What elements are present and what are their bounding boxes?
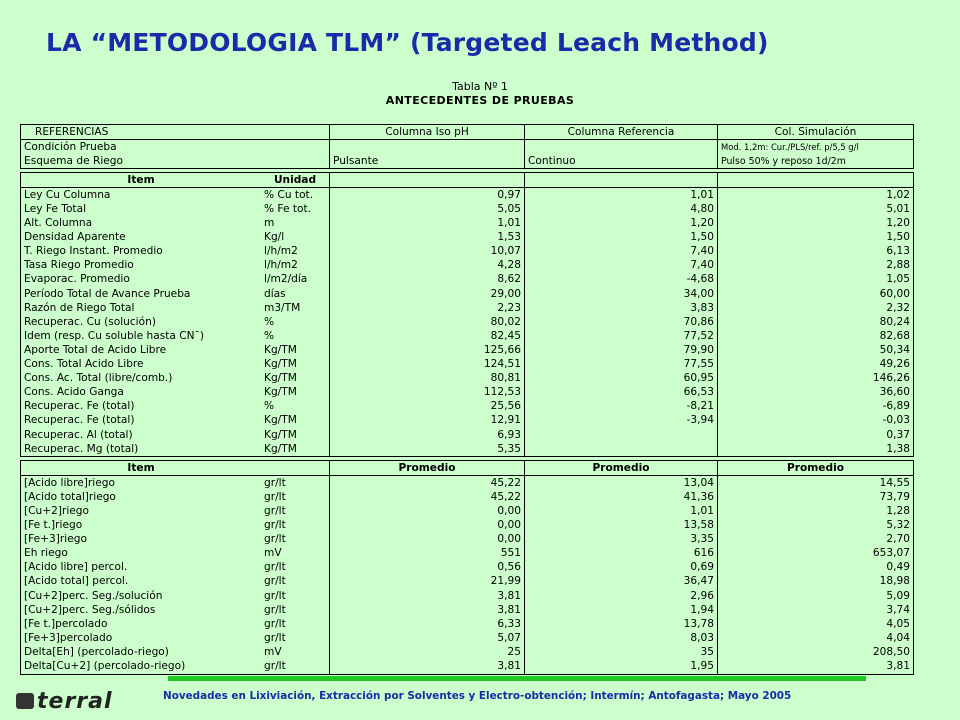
row-value-iso-ph: 80,02	[329, 315, 524, 329]
references-label: REFERENCIAS	[20, 124, 329, 140]
footer-text: Novedades en Lixiviación, Extracción por Solventes y Electro-obtención; Intermín; Antofagasta; Mayo 2005	[163, 690, 792, 702]
esquema-col5: Pulso 50% y reposo 1d/2m	[717, 154, 914, 169]
row-unit: %	[264, 329, 275, 342]
row-value-iso-ph: 0,00	[329, 533, 524, 547]
footer-rule	[168, 676, 866, 681]
row-item: Cons. Acido Ganga	[20, 386, 261, 400]
row-item: [Acido total] percol.	[20, 575, 261, 589]
row-value-simulacion: 3,74	[717, 603, 914, 617]
row-unit: mV	[264, 547, 282, 560]
row-value-simulacion: 1,05	[717, 273, 914, 287]
section1-header-row	[20, 172, 914, 188]
row-value-iso-ph: 3,81	[329, 603, 524, 617]
row-item: [Acido total]riego	[20, 490, 261, 504]
row-value-simulacion: 0,37	[717, 428, 914, 442]
col-referencia-header: Columna Referencia	[524, 124, 717, 140]
row-value-iso-ph: 125,66	[329, 343, 524, 357]
row-value-simulacion: 1,38	[717, 442, 914, 457]
section1-row	[20, 301, 914, 315]
row-value-iso-ph: 5,35	[329, 442, 524, 457]
row-value-iso-ph: 12,91	[329, 414, 524, 428]
section1-row	[20, 414, 914, 428]
row-unit: gr/lt	[264, 603, 286, 616]
row-value-simulacion: 2,88	[717, 259, 914, 273]
section2-col3-header: Promedio	[329, 460, 524, 476]
row-unit: Kg/TM	[264, 343, 297, 356]
section1-row	[20, 343, 914, 357]
row-value-simulacion: 5,01	[717, 202, 914, 216]
section2-row	[20, 490, 914, 504]
condicion-row	[20, 140, 914, 154]
section2-row	[20, 645, 914, 659]
row-value-iso-ph: 29,00	[329, 287, 524, 301]
section1-row	[20, 259, 914, 273]
section2-row	[20, 519, 914, 533]
row-item: Ley Fe Total	[20, 202, 261, 216]
row-unit: Kg/TM	[261, 442, 329, 457]
condicion-col3	[329, 140, 524, 154]
row-unit: gr/lt	[264, 575, 286, 588]
row-value-iso-ph: 45,22	[329, 476, 524, 490]
condicion-col4	[524, 140, 717, 154]
row-value-iso-ph: 0,97	[329, 188, 524, 202]
row-unit: mV	[264, 645, 282, 658]
row-value-referencia: -8,21	[524, 400, 717, 414]
esquema-col4: Continuo	[524, 154, 717, 169]
row-unit: gr/lt	[264, 561, 286, 574]
row-value-referencia: 35	[524, 645, 717, 659]
col-simulacion-header: Col. Simulación	[717, 124, 914, 140]
section2-row	[20, 476, 914, 490]
row-value-referencia: 60,95	[524, 372, 717, 386]
row-item: Delta[Cu+2] (percolado-riego)	[20, 659, 261, 674]
row-value-iso-ph: 2,23	[329, 301, 524, 315]
row-unit: gr/lt	[264, 476, 286, 489]
row-item: Recuperac. Al (total)	[20, 428, 261, 442]
row-value-simulacion: 4,05	[717, 617, 914, 631]
condicion-label: Condición Prueba	[20, 140, 329, 154]
row-item: Recuperac. Cu (solución)	[20, 315, 261, 329]
row-item: Delta[Eh] (percolado-riego)	[20, 645, 261, 659]
row-value-referencia: 1,50	[524, 231, 717, 245]
section1-row	[20, 287, 914, 301]
logo-text: terral	[37, 689, 113, 714]
row-value-referencia	[524, 428, 717, 442]
section2-head	[20, 457, 914, 476]
row-item: Recuperac. Mg (total)	[20, 442, 261, 457]
row-item: [Cu+2]perc. Seg./sólidos	[20, 603, 261, 617]
col-iso-ph-header: Columna Iso pH	[329, 124, 524, 140]
row-item: [Fe t.]riego	[20, 519, 261, 533]
esquema-col3: Pulsante	[329, 154, 524, 169]
section1-row	[20, 400, 914, 414]
row-value-iso-ph: 3,81	[329, 589, 524, 603]
section2-row	[20, 533, 914, 547]
references-block	[20, 124, 914, 188]
row-value-simulacion: 0,49	[717, 561, 914, 575]
row-unit: gr/lt	[264, 533, 286, 546]
row-value-referencia: -4,68	[524, 273, 717, 287]
row-value-referencia: 41,36	[524, 490, 717, 504]
row-value-simulacion: 18,98	[717, 575, 914, 589]
row-value-iso-ph: 5,07	[329, 631, 524, 645]
row-unit: Kg/l	[264, 231, 285, 244]
row-value-simulacion: 3,81	[717, 659, 914, 674]
section1-col5-header	[717, 172, 914, 188]
section2-item-header: Item	[20, 460, 261, 476]
row-value-referencia: 4,80	[524, 202, 717, 216]
row-value-iso-ph: 5,05	[329, 202, 524, 216]
section1-row	[20, 315, 914, 329]
row-unit: %	[264, 400, 275, 413]
row-value-iso-ph: 4,28	[329, 259, 524, 273]
row-value-referencia: 70,86	[524, 315, 717, 329]
row-value-iso-ph: 0,00	[329, 504, 524, 518]
row-value-simulacion: 146,26	[717, 372, 914, 386]
row-value-simulacion: 208,50	[717, 645, 914, 659]
section2-row	[20, 504, 914, 518]
row-value-simulacion: 14,55	[717, 476, 914, 490]
row-unit: Kg/TM	[264, 358, 297, 371]
row-item: Alt. Columna	[20, 217, 261, 231]
section2-unidad-header	[261, 460, 329, 476]
row-value-iso-ph: 6,93	[329, 428, 524, 442]
row-value-referencia: -3,94	[524, 414, 717, 428]
section2-row	[20, 547, 914, 561]
row-value-simulacion: 5,32	[717, 519, 914, 533]
row-value-referencia: 1,01	[524, 504, 717, 518]
esquema-row	[20, 154, 914, 169]
row-value-iso-ph: 1,53	[329, 231, 524, 245]
row-value-iso-ph: 8,62	[329, 273, 524, 287]
row-item: Ley Cu Columna	[20, 188, 261, 202]
row-unit: gr/lt	[264, 519, 286, 532]
section1-col3-header	[329, 172, 524, 188]
row-value-simulacion: 36,60	[717, 386, 914, 400]
row-unit: gr/lt	[264, 490, 286, 503]
section1-row	[20, 442, 914, 457]
row-unit: gr/lt	[264, 589, 286, 602]
section2-header-row	[20, 460, 914, 476]
row-value-simulacion: -0,03	[717, 414, 914, 428]
row-item: Recuperac. Fe (total)	[20, 414, 261, 428]
row-value-simulacion: 6,13	[717, 245, 914, 259]
section1-col4-header	[524, 172, 717, 188]
row-value-referencia: 1,95	[524, 659, 717, 674]
row-value-simulacion: 2,32	[717, 301, 914, 315]
row-value-simulacion: 49,26	[717, 358, 914, 372]
row-value-simulacion: 73,79	[717, 490, 914, 504]
row-item: [Fe+3]percolado	[20, 631, 261, 645]
row-unit: gr/lt	[264, 617, 286, 630]
row-value-simulacion: 50,34	[717, 343, 914, 357]
section2-row	[20, 575, 914, 589]
row-value-referencia: 77,52	[524, 329, 717, 343]
row-item: Evaporac. Promedio	[20, 273, 261, 287]
row-value-referencia	[524, 442, 717, 457]
row-item: [Cu+2]riego	[20, 504, 261, 518]
row-item: Idem (resp. Cu soluble hasta CN¯)	[20, 329, 261, 343]
row-value-simulacion: 2,70	[717, 533, 914, 547]
row-value-iso-ph: 21,99	[329, 575, 524, 589]
row-item: Razón de Riego Total	[20, 301, 261, 315]
row-unit: % Cu tot.	[264, 188, 314, 201]
row-value-simulacion: 653,07	[717, 547, 914, 561]
row-value-referencia: 66,53	[524, 386, 717, 400]
row-value-referencia: 34,00	[524, 287, 717, 301]
section1-row	[20, 372, 914, 386]
row-value-simulacion: 4,04	[717, 631, 914, 645]
row-value-referencia: 0,69	[524, 561, 717, 575]
row-value-referencia: 13,04	[524, 476, 717, 490]
row-value-iso-ph: 0,56	[329, 561, 524, 575]
row-item: [Acido libre]riego	[20, 476, 261, 490]
row-item: Recuperac. Fe (total)	[20, 400, 261, 414]
row-value-iso-ph: 25,56	[329, 400, 524, 414]
row-unit: Kg/TM	[264, 428, 297, 441]
section1-row	[20, 273, 914, 287]
section2-row	[20, 659, 914, 674]
row-value-referencia: 1,01	[524, 188, 717, 202]
row-unit: %	[264, 315, 275, 328]
row-value-iso-ph: 0,00	[329, 519, 524, 533]
row-value-simulacion: 60,00	[717, 287, 914, 301]
row-value-simulacion: 80,24	[717, 315, 914, 329]
row-value-referencia: 7,40	[524, 245, 717, 259]
section1-row	[20, 329, 914, 343]
section1-row	[20, 217, 914, 231]
row-unit: l/h/m2	[264, 259, 298, 272]
row-unit: m	[264, 217, 275, 230]
section1-row	[20, 245, 914, 259]
section1-row	[20, 386, 914, 400]
row-unit: % Fe tot.	[264, 203, 311, 216]
row-item: [Fe t.]percolado	[20, 617, 261, 631]
row-value-referencia: 3,83	[524, 301, 717, 315]
condicion-col5: Mod. 1,2m: Cur./PLS/ref. p/5,5 g/l	[717, 140, 914, 154]
row-value-iso-ph: 112,53	[329, 386, 524, 400]
references-header-row	[20, 124, 914, 140]
row-value-referencia: 36,47	[524, 575, 717, 589]
row-value-referencia: 7,40	[524, 259, 717, 273]
row-value-simulacion: 1,50	[717, 231, 914, 245]
row-item: Densidad Aparente	[20, 231, 261, 245]
row-item: Cons. Total Acido Libre	[20, 358, 261, 372]
row-item: Cons. Ac. Total (libre/comb.)	[20, 372, 261, 386]
row-value-iso-ph: 6,33	[329, 617, 524, 631]
row-value-simulacion: -6,89	[717, 400, 914, 414]
row-unit: Kg/TM	[264, 386, 297, 399]
row-value-referencia: 13,58	[524, 519, 717, 533]
row-value-simulacion: 5,09	[717, 589, 914, 603]
row-value-iso-ph: 80,81	[329, 372, 524, 386]
section2-row	[20, 631, 914, 645]
section2-row	[20, 561, 914, 575]
row-value-referencia: 1,20	[524, 217, 717, 231]
row-value-iso-ph: 82,45	[329, 329, 524, 343]
row-value-simulacion: 82,68	[717, 329, 914, 343]
row-value-referencia: 77,55	[524, 358, 717, 372]
row-item: [Acido libre] percol.	[20, 561, 261, 575]
section1-body	[20, 188, 914, 457]
row-value-iso-ph: 1,01	[329, 217, 524, 231]
row-unit: gr/lt	[264, 504, 286, 517]
row-unit: Kg/TM	[264, 414, 297, 427]
row-value-referencia: 3,35	[524, 533, 717, 547]
section2-body	[20, 476, 914, 674]
row-unit: días	[264, 287, 286, 300]
table-subtitle: ANTECEDENTES DE PRUEBAS	[385, 94, 575, 107]
row-value-referencia: 13,78	[524, 617, 717, 631]
row-value-iso-ph: 45,22	[329, 490, 524, 504]
row-value-referencia: 8,03	[524, 631, 717, 645]
section2-col4-header: Promedio	[524, 460, 717, 476]
row-value-iso-ph: 10,07	[329, 245, 524, 259]
section2-row	[20, 589, 914, 603]
row-item: [Fe+3]riego	[20, 533, 261, 547]
row-value-iso-ph: 25	[329, 645, 524, 659]
row-value-referencia: 616	[524, 547, 717, 561]
section2-row	[20, 617, 914, 631]
table-number: Tabla Nº 1	[452, 80, 508, 93]
section1-row	[20, 202, 914, 216]
row-value-iso-ph: 124,51	[329, 358, 524, 372]
slide-title: LA “METODOLOGIA TLM” (Targeted Leach Method)	[46, 28, 769, 57]
section1-row	[20, 231, 914, 245]
row-item: [Cu+2]perc. Seg./solución	[20, 589, 261, 603]
section1-unidad-header: Unidad	[261, 172, 329, 188]
esquema-label: Esquema de Riego	[20, 154, 329, 169]
section1-item-header: Item	[20, 172, 261, 188]
section1-row	[20, 428, 914, 442]
section1-row	[20, 358, 914, 372]
row-value-referencia: 2,96	[524, 589, 717, 603]
data-table	[20, 124, 914, 675]
logo-mark-icon	[16, 693, 34, 709]
row-unit: l/h/m2	[264, 245, 298, 258]
terral-logo	[16, 689, 113, 714]
row-unit: m3/TM	[264, 301, 301, 314]
table-heading	[330, 80, 630, 108]
section2-col5-header: Promedio	[717, 460, 914, 476]
row-item: Aporte Total de Acido Libre	[20, 343, 261, 357]
row-value-simulacion: 1,02	[717, 188, 914, 202]
row-item: Tasa Riego Promedio	[20, 259, 261, 273]
row-item: Período Total de Avance Prueba	[20, 287, 261, 301]
row-value-referencia: 1,94	[524, 603, 717, 617]
section1-row	[20, 188, 914, 202]
row-unit: gr/lt	[261, 659, 329, 674]
row-item: T. Riego Instant. Promedio	[20, 245, 261, 259]
row-value-iso-ph: 3,81	[329, 659, 524, 674]
row-value-simulacion: 1,20	[717, 217, 914, 231]
row-value-simulacion: 1,28	[717, 504, 914, 518]
row-unit: Kg/TM	[264, 372, 297, 385]
row-value-iso-ph: 551	[329, 547, 524, 561]
row-item: Eh riego	[20, 547, 261, 561]
row-unit: l/m2/día	[264, 273, 308, 286]
row-unit: gr/lt	[264, 631, 286, 644]
row-value-referencia: 79,90	[524, 343, 717, 357]
section2-row	[20, 603, 914, 617]
